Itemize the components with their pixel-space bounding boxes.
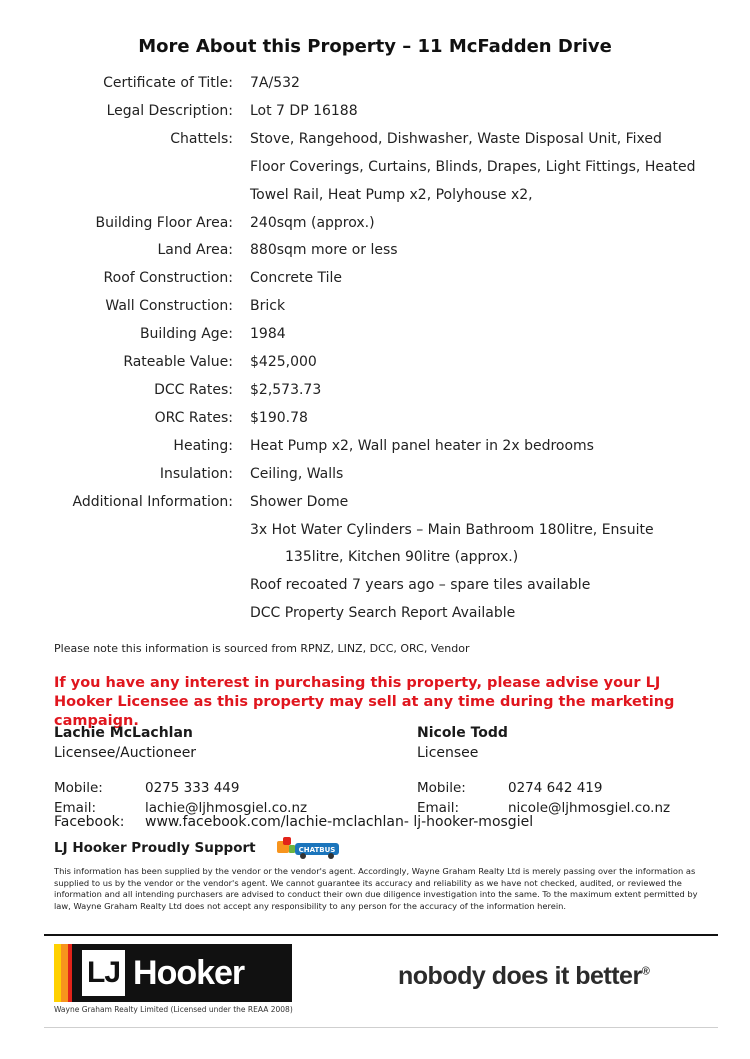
mobile-number[interactable]: 0274 642 419 xyxy=(508,780,603,796)
detail-value xyxy=(250,210,720,238)
detail-value-line: Ceiling, Walls xyxy=(250,465,344,482)
agent-card xyxy=(54,723,374,818)
detail-value-line: 135litre, Kitchen 90litre (approx.) xyxy=(285,549,519,566)
detail-label: Rateable Value: xyxy=(123,354,233,371)
detail-label: Building Age: xyxy=(139,326,233,343)
email-label: Email: xyxy=(417,800,460,816)
detail-value xyxy=(250,98,720,126)
tagline-text: nobody does it better xyxy=(398,962,642,990)
divider xyxy=(44,1027,718,1028)
detail-row xyxy=(0,321,750,349)
detail-row xyxy=(0,293,750,321)
logo-hooker: Hooker xyxy=(133,953,245,992)
chatbus-logo xyxy=(275,835,341,861)
detail-value-line: Towel Rail, Heat Pump x2, Polyhouse x2, xyxy=(250,186,533,203)
detail-value-line: 7A/532 xyxy=(250,75,300,91)
detail-value-line: Brick xyxy=(250,298,286,315)
detail-row xyxy=(0,237,750,265)
registered-mark: ® xyxy=(641,965,650,978)
logo-lj: LJ xyxy=(82,950,125,996)
agent-mobile xyxy=(54,778,374,798)
support-heading: LJ Hooker Proudly Support xyxy=(54,840,256,856)
detail-row xyxy=(0,98,750,126)
agent-role: Licensee xyxy=(417,745,479,761)
detail-value-line: Heat Pump x2, Wall panel heater in 2x bedrooms xyxy=(250,437,594,454)
detail-value xyxy=(250,433,720,461)
lj-hooker-logo xyxy=(54,944,292,1002)
detail-value-line: 240sqm (approx.) xyxy=(250,214,375,231)
detail-value-line: Roof recoated 7 years ago – spare tiles available xyxy=(250,577,591,594)
detail-value-line: 1984 xyxy=(250,326,286,343)
agent-mobile xyxy=(417,778,737,798)
mobile-label: Mobile: xyxy=(54,780,103,796)
detail-value-line: 3x Hot Water Cylinders – Main Bathroom 180litre, Ensuite xyxy=(250,521,654,538)
agent-name: Nicole Todd xyxy=(417,725,508,741)
detail-value-line: Stove, Rangehood, Dishwasher, Waste Disposal Unit, Fixed xyxy=(250,130,662,147)
detail-row xyxy=(0,265,750,293)
detail-row xyxy=(0,489,750,629)
detail-value xyxy=(250,349,720,377)
email-link[interactable]: nicole@ljhmosgiel.co.nz xyxy=(508,800,671,816)
detail-value-line: Shower Dome xyxy=(250,493,349,510)
detail-value xyxy=(250,237,720,265)
detail-value-line: 880sqm more or less xyxy=(250,242,398,259)
detail-label: Land Area: xyxy=(157,242,233,259)
page-title: More About this Property – 11 McFadden Drive xyxy=(138,36,612,57)
detail-row xyxy=(0,377,750,405)
agent-role: Licensee/Auctioneer xyxy=(54,745,197,761)
detail-row xyxy=(0,210,750,238)
detail-label: ORC Rates: xyxy=(154,409,233,426)
detail-value xyxy=(250,321,720,349)
detail-value-line: Lot 7 DP 16188 xyxy=(250,102,358,119)
agent-name: Lachie McLachlan xyxy=(54,725,193,741)
detail-label: Chattels: xyxy=(170,130,233,147)
property-details xyxy=(0,70,750,628)
detail-row xyxy=(0,433,750,461)
detail-value xyxy=(250,489,720,629)
agent-card xyxy=(417,723,737,818)
detail-label: Heating: xyxy=(173,437,233,454)
detail-label: Insulation: xyxy=(159,465,233,482)
facebook-row xyxy=(54,814,533,830)
detail-label: Building Floor Area: xyxy=(95,214,233,231)
detail-value-line: $190.78 xyxy=(250,409,308,426)
facebook-link[interactable]: www.facebook.com/lachie-mclachlan- lj-hooker-mosgiel xyxy=(145,814,534,830)
detail-label: Roof Construction: xyxy=(103,270,233,287)
detail-value xyxy=(250,265,720,293)
detail-label: Wall Construction: xyxy=(105,298,233,315)
detail-row xyxy=(0,349,750,377)
detail-label: Legal Description: xyxy=(106,102,233,119)
detail-value xyxy=(250,293,720,321)
detail-value-line: Concrete Tile xyxy=(250,270,343,287)
detail-value-line: DCC Property Search Report Available xyxy=(250,605,516,622)
email-link[interactable]: lachie@ljhmosgiel.co.nz xyxy=(145,800,308,816)
detail-value-line: $2,573.73 xyxy=(250,381,322,398)
chatbus-text: CHATBUS xyxy=(298,846,336,854)
email-label: Email: xyxy=(54,800,97,816)
detail-label: DCC Rates: xyxy=(154,381,233,398)
mobile-label: Mobile: xyxy=(417,780,466,796)
detail-value xyxy=(250,377,720,405)
detail-value xyxy=(250,461,720,489)
detail-label: Certificate of Title: xyxy=(103,75,233,91)
detail-label: Additional Information: xyxy=(72,493,233,510)
detail-value xyxy=(250,70,720,98)
detail-value-line: $425,000 xyxy=(250,354,317,371)
detail-value-line: Floor Coverings, Curtains, Blinds, Drapes, Light Fittings, Heated xyxy=(250,158,696,175)
interest-notice: If you have any interest in purchasing this property, please advise your LJ Hooker Licensee as this property may sell at any time during the marketing campaign. xyxy=(54,675,675,729)
detail-row xyxy=(0,70,750,98)
detail-row xyxy=(0,405,750,433)
detail-value xyxy=(250,126,720,210)
facebook-label: Facebook: xyxy=(54,814,125,830)
mobile-number[interactable]: 0275 333 449 xyxy=(145,780,240,796)
licensed-text: Wayne Graham Realty Limited (Licensed under the REAA 2008) xyxy=(54,1005,293,1014)
tagline xyxy=(398,962,649,991)
detail-row xyxy=(0,461,750,489)
source-note: Please note this information is sourced from RPNZ, LINZ, DCC, ORC, Vendor xyxy=(54,642,470,655)
logo-wordmark xyxy=(72,944,292,1002)
detail-row xyxy=(0,126,750,210)
disclaimer: This information has been supplied by the vendor or the vendor's agent. Accordingly, Wayne Graham Realty Ltd is merely passing over the information as supplied to us by the vendor or the vendor's agent. We cannot guarantee its accuracy and reliability as we have not checked, audited, or reviewed the information and all intending purchasers are advised to conduct their own due diligence investigation into the same. To the maximum extent permitted by law, Wayne Graham Realty Ltd does not accept any responsibility to any person for the accuracy of the information herein. xyxy=(54,866,698,912)
detail-value xyxy=(250,405,720,433)
divider xyxy=(44,934,718,936)
